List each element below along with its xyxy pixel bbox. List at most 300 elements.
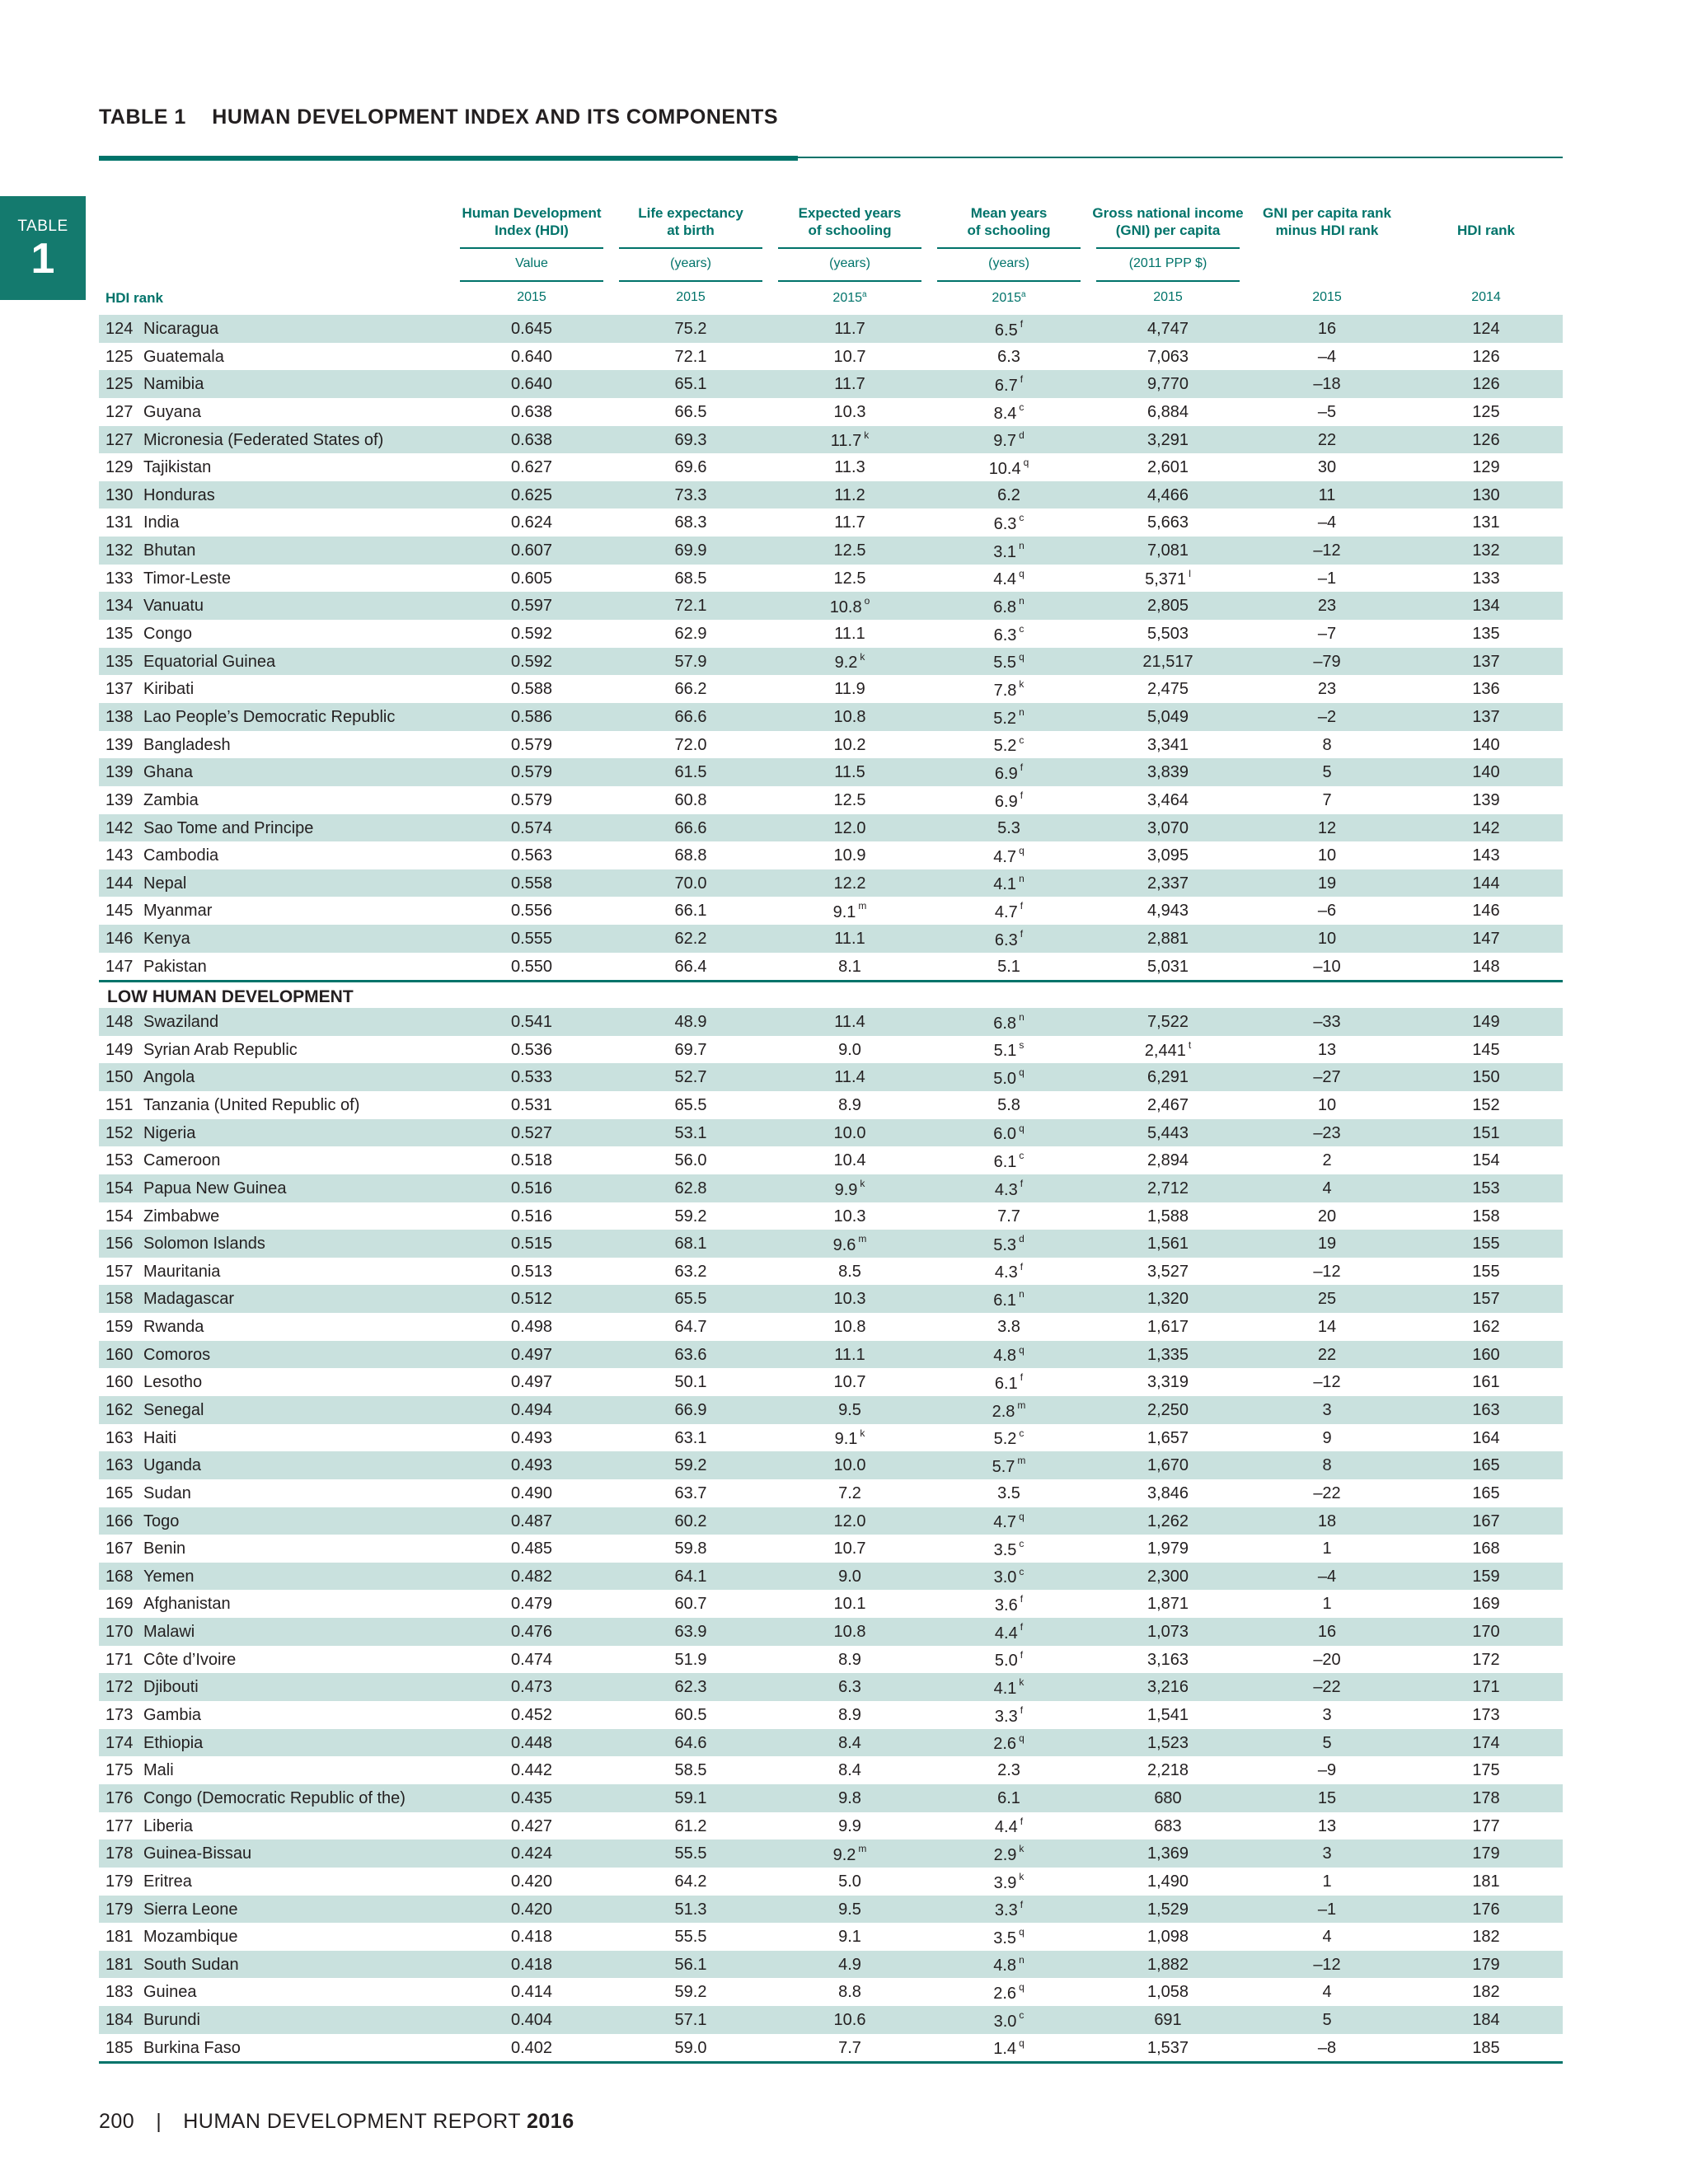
cell-gni — [1127, 1151, 1209, 1170]
cell-life — [649, 1235, 732, 1254]
cell-diff — [1286, 1568, 1368, 1586]
table-row — [99, 1507, 1563, 1535]
cell-hdi — [490, 819, 573, 838]
footnote-marker: q — [1019, 2036, 1025, 2049]
cell-value: 5.8 — [997, 1095, 1020, 1114]
cell-exp — [809, 1429, 891, 1450]
cell-value: 56.0 — [674, 1151, 707, 1170]
footnote-marker: m — [858, 1233, 867, 1245]
cell-hdi — [490, 1595, 573, 1614]
cell-value: 3,291 — [1146, 430, 1189, 449]
table-row — [99, 370, 1563, 398]
cell-exp — [809, 1318, 891, 1337]
cell-exp — [809, 1484, 891, 1503]
cell-life — [649, 1568, 732, 1586]
country-name: Comoros — [143, 1345, 211, 1364]
cell-diff — [1286, 958, 1368, 977]
cell-mean — [968, 375, 1050, 396]
column-header-line2: (GNI) per capita — [1115, 223, 1221, 238]
country-name: Rwanda — [143, 1318, 204, 1337]
footnote-marker: o — [864, 595, 870, 607]
column-year-life — [614, 290, 767, 305]
hdi-rank: 176 — [106, 1788, 134, 1807]
cell-value: 8.1 — [838, 957, 861, 976]
hdi-rank: 144 — [106, 874, 134, 893]
cell-exp — [809, 1623, 891, 1642]
unit-rule — [619, 280, 762, 282]
cell-exp — [809, 1568, 891, 1586]
cell-gni — [1127, 541, 1209, 560]
table-row — [99, 814, 1563, 842]
country-name: Zimbabwe — [143, 1207, 220, 1226]
cell-value: 10 — [1317, 846, 1337, 865]
cell-value: 1,561 — [1146, 1235, 1189, 1254]
country-name: Benin — [143, 1540, 186, 1558]
country-name: Sierra Leone — [143, 1900, 238, 1919]
table-row — [99, 1063, 1563, 1091]
cell-value: 0.624 — [510, 513, 553, 532]
cell-value: 66.6 — [674, 707, 707, 726]
column-year-note: a — [1021, 290, 1026, 299]
cell-life — [649, 1484, 732, 1503]
cell-value: 0.424 — [510, 1844, 553, 1863]
cell-hdi — [490, 1734, 573, 1753]
cell-hdi — [490, 1956, 573, 1975]
column-header-life — [614, 204, 767, 239]
cell-exp — [809, 1761, 891, 1780]
cell-diff — [1286, 736, 1368, 755]
cell-gni — [1127, 1706, 1209, 1725]
cell-value: 23 — [1317, 597, 1337, 616]
country-name: Afghanistan — [143, 1595, 231, 1614]
cell-value: 0.490 — [510, 1483, 553, 1502]
cell-value: 0.574 — [510, 818, 553, 837]
cell-gni — [1127, 1179, 1209, 1198]
cell-value: 64.1 — [674, 1567, 707, 1586]
column-header-line1: Gross national income — [1092, 205, 1244, 221]
cell-gni — [1127, 653, 1209, 672]
table-row — [99, 1119, 1563, 1147]
footnote-marker: k — [864, 429, 870, 441]
cell-value: –12 — [1313, 1262, 1341, 1281]
cell-diff — [1286, 1706, 1368, 1725]
cell-value: 61.5 — [674, 763, 707, 782]
cell-value: 5,503 — [1146, 625, 1189, 644]
cell-hdi — [490, 541, 573, 560]
country-name: Congo — [143, 625, 192, 644]
cell-rank14 — [1445, 1706, 1527, 1725]
cell-gni — [1127, 1789, 1209, 1808]
hdi-rank: 139 — [106, 735, 134, 754]
country-name: Micronesia (Federated States of) — [143, 430, 384, 449]
cell-hdi — [490, 1706, 573, 1725]
cell-diff — [1286, 1124, 1368, 1143]
cell-value: 3,095 — [1146, 846, 1189, 865]
cell-rank14 — [1445, 1373, 1527, 1392]
cell-value: 130 — [1472, 485, 1500, 504]
cell-value: 10.7 — [833, 347, 866, 366]
cell-value: 5.1 — [997, 957, 1020, 976]
cell-value: –2 — [1317, 707, 1337, 726]
cell-gni — [1127, 1429, 1209, 1448]
cell-value: 69.6 — [674, 458, 707, 477]
cell-diff — [1286, 1761, 1368, 1780]
cell-value: 9.5 — [838, 1900, 861, 1919]
country-name: Madagascar — [143, 1290, 235, 1309]
footnote-marker: f — [1020, 373, 1024, 386]
cell-gni — [1127, 1872, 1209, 1891]
cell-value: 10 — [1317, 930, 1337, 949]
cell-value: 133 — [1472, 569, 1500, 588]
cell-life — [649, 1678, 732, 1697]
cell-gni — [1127, 874, 1209, 893]
cell-value: 173 — [1472, 1706, 1500, 1725]
cell-value: 1,073 — [1146, 1623, 1189, 1642]
unit-rule — [1096, 280, 1240, 282]
cell-mean — [968, 1761, 1050, 1780]
cell-value: 0.402 — [510, 2038, 553, 2057]
country-name: Ethiopia — [143, 1733, 204, 1752]
cell-value: 64.7 — [674, 1318, 707, 1337]
cell-rank14 — [1445, 1928, 1527, 1947]
cell-value: 9 — [1322, 1428, 1332, 1447]
cell-value: 126 — [1472, 347, 1500, 366]
hdi-rank: 152 — [106, 1123, 134, 1142]
cell-value: 5.7 — [992, 1457, 1015, 1476]
footnote-marker: k — [860, 1427, 865, 1439]
cell-hdi — [490, 1263, 573, 1282]
cell-value: 8.4 — [993, 404, 1017, 423]
footnote-marker: c — [1019, 1427, 1025, 1439]
cell-value: 172 — [1472, 1650, 1500, 1669]
cell-value: 10.7 — [833, 1373, 866, 1392]
cell-value: 48.9 — [674, 1013, 707, 1032]
hdi-rank: 175 — [106, 1761, 134, 1780]
cell-life — [649, 1872, 732, 1891]
report-name: HUMAN DEVELOPMENT REPORT — [183, 2110, 521, 2133]
hdi-rank: 181 — [106, 1955, 134, 1974]
table-row — [99, 1840, 1563, 1868]
country-name: Ghana — [143, 763, 194, 782]
cell-value: 184 — [1472, 2011, 1500, 2030]
country-name: Nicaragua — [143, 320, 219, 338]
cell-value: 8.9 — [838, 1095, 861, 1114]
table-row — [99, 1646, 1563, 1674]
footnote-marker: n — [1019, 705, 1025, 718]
hdi-rank: 131 — [106, 513, 134, 532]
cell-value: 0.588 — [510, 680, 553, 699]
cell-value: 10.8 — [833, 1623, 866, 1642]
cell-life — [649, 680, 732, 699]
footnote-marker: f — [1020, 1648, 1024, 1661]
cell-value: 75.2 — [674, 320, 707, 338]
cell-value: 0.531 — [510, 1095, 553, 1114]
footnote-marker: f — [1020, 318, 1024, 330]
cell-mean — [968, 625, 1050, 645]
cell-value: 6.1 — [993, 1291, 1017, 1310]
cell-mean — [968, 486, 1050, 505]
cell-mean — [968, 1565, 1050, 1588]
cell-value: 0.607 — [510, 541, 553, 560]
cell-value: 0.418 — [510, 1955, 553, 1974]
cell-value: 2,250 — [1146, 1400, 1189, 1419]
cell-rank14 — [1445, 1512, 1527, 1531]
table-row — [99, 592, 1563, 620]
cell-rank14 — [1445, 1401, 1527, 1420]
cell-rank14 — [1445, 1429, 1527, 1448]
cell-value: 11.1 — [834, 1345, 865, 1364]
hdi-rank: 133 — [106, 569, 134, 588]
hdi-rank: 153 — [106, 1151, 134, 1170]
cell-value: 9.2 — [832, 1845, 856, 1864]
cell-value: 10.8 — [829, 598, 862, 617]
cell-rank14 — [1445, 1956, 1527, 1975]
cell-exp — [809, 763, 891, 782]
cell-value: 144 — [1472, 874, 1500, 893]
cell-life — [649, 1651, 732, 1670]
cell-value: 8 — [1322, 1456, 1332, 1475]
cell-mean — [968, 1623, 1050, 1643]
cell-mean — [968, 1648, 1050, 1671]
cell-value: 2.3 — [997, 1761, 1020, 1780]
cell-value: 2,881 — [1146, 930, 1189, 949]
cell-value: –18 — [1313, 375, 1341, 394]
cell-gni — [1127, 930, 1209, 949]
footnote-marker: c — [1019, 1150, 1025, 1162]
cell-value: 9.1 — [838, 1928, 861, 1947]
cell-hdi — [490, 1401, 573, 1420]
cell-diff — [1286, 1872, 1368, 1891]
cell-hdi — [490, 348, 573, 367]
cell-value: 1.4 — [993, 2040, 1017, 2059]
cell-exp — [809, 791, 891, 810]
cell-rank14 — [1445, 513, 1527, 532]
cell-exp — [809, 1041, 891, 1060]
cell-value: 69.3 — [674, 430, 707, 449]
cell-exp — [809, 597, 891, 617]
cell-value: 145 — [1472, 1040, 1500, 1059]
cell-hdi — [490, 1678, 573, 1697]
cell-hdi — [490, 1789, 573, 1808]
cell-value: 0.592 — [510, 625, 553, 644]
cell-life — [649, 1956, 732, 1975]
cell-life — [649, 1734, 732, 1753]
table-row — [99, 1368, 1563, 1396]
cell-rank14 — [1445, 2039, 1527, 2058]
cell-value: –5 — [1317, 402, 1337, 421]
cell-gni — [1127, 819, 1209, 838]
cell-diff — [1286, 1179, 1368, 1198]
hdi-rank: 181 — [106, 1928, 134, 1947]
unit-rule — [460, 280, 603, 282]
column-year-hdi_rank — [1409, 290, 1563, 305]
cell-mean — [968, 431, 1050, 452]
cell-mean — [968, 1540, 1050, 1560]
cell-hdi — [490, 1456, 573, 1475]
country-name: Senegal — [143, 1400, 204, 1419]
cell-value: 7,063 — [1146, 347, 1189, 366]
cell-value: 4,747 — [1146, 320, 1189, 338]
column-header-line1: GNI per capita rank — [1263, 205, 1391, 221]
cell-value: 1,670 — [1146, 1456, 1189, 1475]
cell-value: 143 — [1472, 846, 1500, 865]
cell-mean — [968, 1953, 1050, 1976]
cell-hdi — [490, 320, 573, 339]
cell-diff — [1286, 791, 1368, 810]
column-unit-life: (years) — [670, 256, 711, 270]
cell-exp — [809, 2011, 891, 2030]
cell-value: 4.3 — [994, 1180, 1018, 1199]
table-row — [99, 1036, 1563, 1064]
cell-value: 1,871 — [1146, 1595, 1189, 1614]
cell-gni — [1127, 1456, 1209, 1475]
cell-gni — [1127, 1623, 1209, 1642]
cell-value: 162 — [1472, 1318, 1500, 1337]
cell-rank14 — [1445, 541, 1527, 560]
cell-mean — [968, 1706, 1050, 1727]
cell-value: 3.6 — [994, 1596, 1018, 1615]
hdi-rank: 156 — [106, 1235, 134, 1254]
cell-life — [649, 1318, 732, 1337]
cell-value: 12.5 — [833, 541, 866, 560]
table-row — [99, 1618, 1563, 1646]
cell-mean — [968, 1817, 1050, 1838]
hdi-rank: 184 — [106, 2011, 134, 2030]
cell-life — [649, 348, 732, 367]
footnote-marker: q — [1019, 845, 1025, 857]
cell-value: –4 — [1317, 1567, 1337, 1586]
country-name: Liberia — [143, 1816, 194, 1835]
cell-hdi — [490, 486, 573, 505]
cell-exp — [809, 1817, 891, 1836]
cell-mean — [968, 1983, 1050, 2004]
cell-value: 20 — [1317, 1207, 1337, 1226]
cell-hdi — [490, 930, 573, 949]
table-row — [99, 897, 1563, 925]
cell-value: 0.494 — [510, 1400, 553, 1419]
cell-diff — [1286, 1789, 1368, 1808]
hdi-rank: 160 — [106, 1373, 134, 1392]
cell-gni — [1127, 625, 1209, 644]
cell-value: 57.9 — [674, 652, 707, 671]
cell-rank14 — [1445, 1207, 1527, 1226]
cell-exp — [809, 1595, 891, 1614]
cell-diff — [1286, 1456, 1368, 1475]
cell-value: 11 — [1318, 485, 1336, 504]
cell-value: 9.2 — [834, 654, 858, 673]
column-header-hdi — [455, 204, 608, 239]
header-rule — [937, 247, 1081, 249]
header-rule — [778, 247, 921, 249]
hdi-rank: 134 — [106, 597, 134, 616]
cell-value: 136 — [1472, 680, 1500, 699]
cell-value: 10.0 — [833, 1123, 866, 1142]
cell-value: 683 — [1154, 1816, 1182, 1835]
page-footer — [99, 2110, 574, 2134]
cell-diff — [1286, 1207, 1368, 1226]
cell-value: 6.3 — [997, 347, 1020, 366]
cell-value: 25 — [1317, 1290, 1337, 1309]
footnote-marker: q — [1019, 1926, 1025, 1938]
cell-diff — [1286, 1373, 1368, 1392]
cell-value: 5.2 — [993, 737, 1017, 756]
cell-diff — [1286, 569, 1368, 588]
hdi-rank: 169 — [106, 1595, 134, 1614]
cell-value: 2,441 — [1144, 1042, 1186, 1061]
cell-mean — [968, 1595, 1050, 1615]
cell-life — [649, 846, 732, 865]
table-row — [99, 1812, 1563, 1840]
cell-value: –20 — [1313, 1650, 1341, 1669]
cell-gni — [1127, 1263, 1209, 1282]
footnote-marker: m — [858, 900, 867, 912]
table-row — [99, 1563, 1563, 1591]
cell-hdi — [490, 1207, 573, 1226]
hdi-rank: 185 — [106, 2038, 134, 2057]
cell-value: 3.5 — [993, 1540, 1017, 1559]
cell-life — [649, 874, 732, 893]
cell-value: 60.7 — [674, 1595, 707, 1614]
country-name: Burundi — [143, 2011, 200, 2030]
cell-value: 5,031 — [1146, 957, 1189, 976]
cell-rank14 — [1445, 403, 1527, 422]
cell-diff — [1286, 1956, 1368, 1975]
cell-rank14 — [1445, 1568, 1527, 1586]
column-year-value: 2014 — [1471, 290, 1501, 304]
hdi-rank: 127 — [106, 430, 134, 449]
cell-value: 149 — [1472, 1013, 1500, 1032]
cell-value: 62.8 — [674, 1179, 707, 1197]
cell-value: 0.479 — [510, 1595, 553, 1614]
cell-mean — [968, 1343, 1050, 1366]
cell-gni — [1127, 763, 1209, 782]
column-year-mean — [932, 290, 1085, 306]
cell-value: –9 — [1317, 1761, 1337, 1780]
cell-value: 4.7 — [994, 903, 1018, 922]
cell-value: 0.640 — [510, 347, 553, 366]
cell-gni — [1127, 1290, 1209, 1309]
cell-value: 8.8 — [838, 1983, 861, 2002]
cell-value: 0.404 — [510, 2011, 553, 2030]
table-row — [99, 1535, 1563, 1563]
column-unit-gni: (2011 PPP $) — [1128, 256, 1207, 270]
cell-mean — [968, 1928, 1050, 1948]
cell-value: 158 — [1472, 1207, 1500, 1226]
hdi-rank: 163 — [106, 1456, 134, 1475]
cell-rank14 — [1445, 1096, 1527, 1115]
cell-value: 4,466 — [1146, 485, 1189, 504]
cell-value: 13 — [1317, 1816, 1337, 1835]
cell-hdi — [490, 1512, 573, 1531]
cell-value: 181 — [1472, 1872, 1500, 1891]
footnote-marker: k — [860, 650, 865, 663]
cell-hdi — [490, 846, 573, 865]
cell-hdi — [490, 1068, 573, 1087]
cell-rank14 — [1445, 1844, 1527, 1863]
cell-value: 1,588 — [1146, 1207, 1189, 1226]
cell-value: 68.8 — [674, 846, 707, 865]
cell-gni — [1127, 1207, 1209, 1226]
cell-value: 2.6 — [993, 1735, 1017, 1754]
cell-hdi — [490, 458, 573, 477]
cell-mean — [968, 1401, 1050, 1422]
table-row — [99, 675, 1563, 703]
country-name: Kenya — [143, 930, 190, 949]
cell-value: 11.7 — [834, 375, 865, 394]
table-title — [99, 105, 778, 129]
footnote-marker: d — [1019, 1233, 1025, 1245]
cell-mean — [968, 650, 1050, 673]
